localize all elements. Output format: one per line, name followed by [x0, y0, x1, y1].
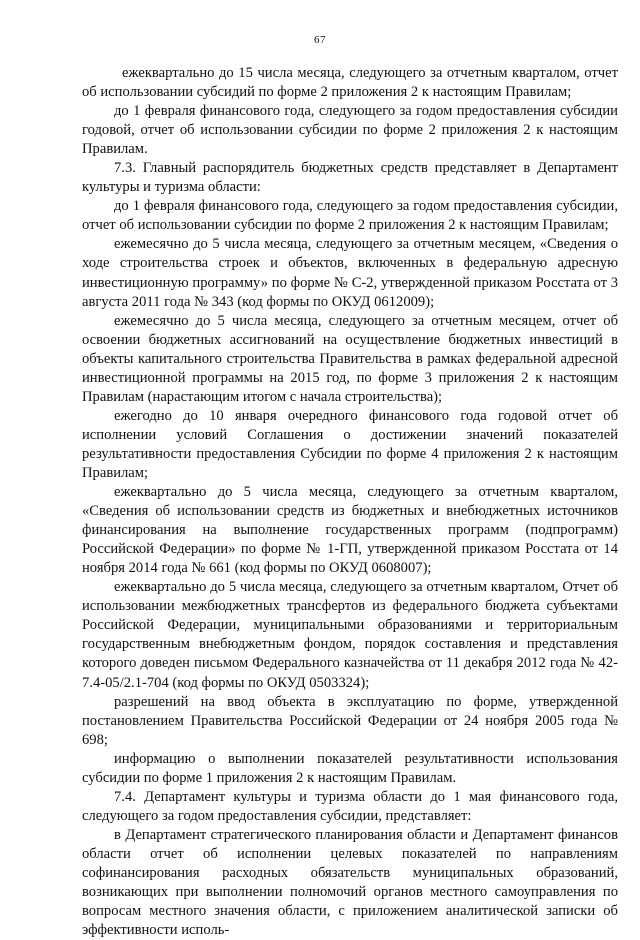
paragraph-monthly-investment-report: ежемесячно до 5 числа месяца, следующего за отчетным месяцем, отчет об освоении бюджетных ассигнований на осуществление бюджетных инвестиций в объекты капитального строительства Правительства в рамках федеральной адресной инвестиционной программы на 2015 год, по форме 3 приложения 2 к настоящим Правилам (нарастающим итогом с начала строительства); [82, 312, 618, 405]
paragraph-performance-info: информацию о выполнении показателей результативности использования субсидии по форме 1 приложения 2 к настоящим Правилам. [82, 750, 618, 786]
paragraph-section-7-3: 7.3. Главный распорядитель бюджетных средств представляет в Департамент культуры и туризма области: [82, 160, 618, 196]
paragraph-section-7-4: 7.4. Департамент культуры и туризма области до 1 мая финансового года, следующего за годом предоставления субсидии, представляет: [82, 788, 618, 824]
paragraph-strategic-planning-report: в Департамент стратегического планирования области и Департамент финансов области отчет об исполнении целевых показателей по направлениям софинансирования расходных обязательств муниципальных образований, возникающих при выполнении полномочий органов местного самоуправления по вопросам местного значения области, с приложением аналитической записки об эффективности исполь- [82, 826, 618, 939]
paragraph-quarterly-report: ежеквартально до 15 числа месяца, следующего за отчетным кварталом, отчет об использовании субсидий по форме 2 приложения 2 к настоящим Правилам; [82, 65, 618, 101]
paragraph-annual-report: до 1 февраля финансового года, следующего за годом предоставления субсидии годовой, отчет об использовании субсидии по форме 2 приложения 2 к настоящим Правилам. [82, 103, 618, 158]
paragraph-quarterly-gp-report: ежеквартально до 5 числа месяца, следующего за отчетным кварталом, «Сведения об использовании средств из бюджетных и внебюджетных источников финансирования на выполнение государственных программ (подпрограмм) Российской Федерации» по форме № 1-ГП, утвержденной приказом Росстата от 14 ноября 2014 года № 661 (код формы по ОКУД 0608007); [82, 484, 618, 577]
paragraph-quarterly-transfers-report: ежеквартально до 5 числа месяца, следующего за отчетным кварталом, Отчет об использовании межбюджетных трансфертов из федерального бюджета субъектами Российской Федерации, муниципальными образованиями и территориальным государственным внебюджетным фондом, порядок составления и представления которого доведен письмом Федерального казначейства от 11 декабря 2012 года № 42-7.4-05/2.1-704 (код формы по ОКУД 0503324); [82, 579, 618, 691]
document-body [82, 64, 618, 940]
paragraph-february-report: до 1 февраля финансового года, следующего за годом предоставления субсидии, отчет об использовании субсидии по форме 2 приложения 2 к настоящим Правилам; [82, 198, 618, 234]
paragraph-monthly-construction-info: ежемесячно до 5 числа месяца, следующего за отчетным месяцем, «Сведения о ходе строительства строек и объектов, включенных в федеральную адресную инвестиционную программу» по форме № С-2, утвержденной приказом Росстата от 3 августа 2011 года № 343 (код формы по ОКУД 0612009); [82, 236, 618, 310]
paragraph-yearly-agreement-report: ежегодно до 10 января очередного финансового года годовой отчет об исполнении условий Соглашения о достижении значений показателей результативности предоставления Субсидии по форме 4 приложения 2 к настоящим Правилам; [82, 407, 618, 481]
paragraph-permits: разрешений на ввод объекта в эксплуатацию по форме, утвержденной постановлением Правительства Российской Федерации от 24 ноября 2005 года № 698; [82, 693, 618, 748]
page-number: 67 [314, 34, 326, 46]
